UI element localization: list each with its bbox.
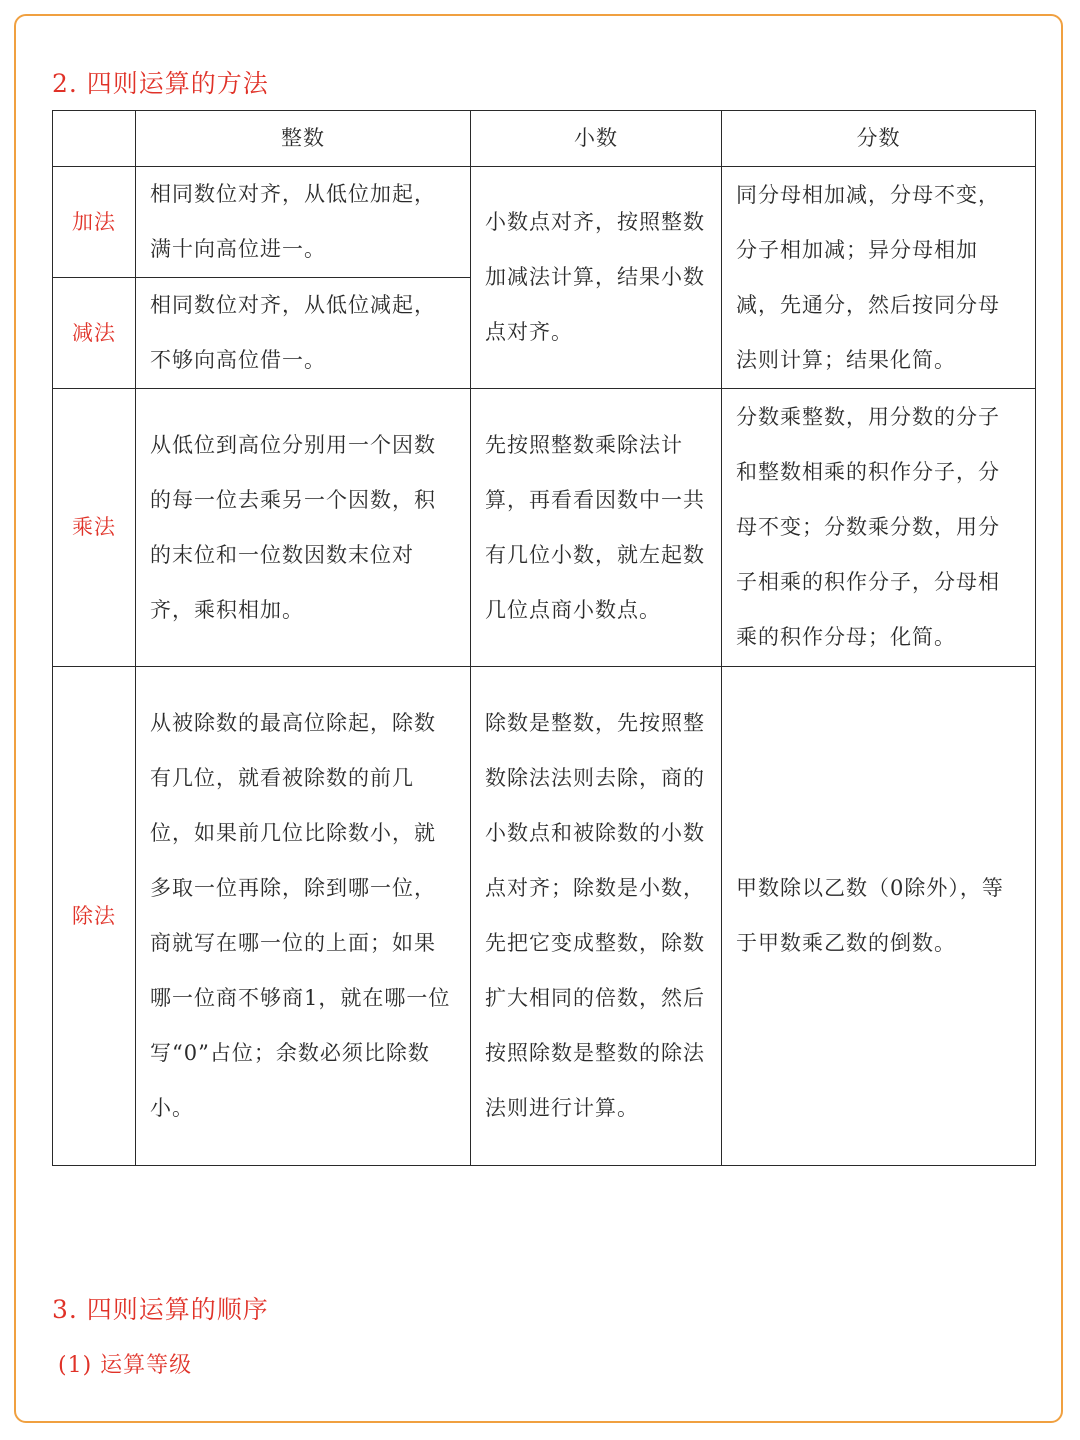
section-3-subtitle: (1) 运算等级 (58, 1353, 193, 1378)
cell-sub-integer: 相同数位对齐，从低位减起，不够向高位借一。 (136, 278, 471, 389)
op-mul: 乘法 (53, 389, 136, 667)
operations-table (52, 110, 1036, 1166)
op-add: 加法 (53, 167, 136, 278)
table-header-row (53, 111, 1036, 167)
cell-div-decimal: 除数是整数，先按照整数除法法则去除，商的小数点和被除数的小数点对齐；除数是小数，先把它变成整数，除数扩大相同的倍数，然后按照除数是整数的除法法则进行计算。 (471, 667, 722, 1166)
cell-add-integer: 相同数位对齐，从低位加起，满十向高位进一。 (136, 167, 471, 278)
table-row-div (53, 667, 1036, 1166)
cell-div-integer: 从被除数的最高位除起，除数有几位，就看被除数的前几位，如果前几位比除数小，就多取一位再除，除到哪一位，商就写在哪一位的上面；如果哪一位商不够商1，就在哪一位写“0”占位；余数必须比除数小。 (136, 667, 471, 1166)
table-row-add (53, 167, 1036, 278)
header-decimal: 小数 (471, 111, 722, 167)
cell-mul-integer: 从低位到高位分别用一个因数的每一位去乘另一个因数，积的末位和一位数因数末位对齐，乘积相加。 (136, 389, 471, 667)
op-div: 除法 (53, 667, 136, 1166)
table-row-mul (53, 389, 1036, 667)
cell-mul-decimal: 先按照整数乘除法计算，再看看因数中一共有几位小数，就左起数几位点商小数点。 (471, 389, 722, 667)
header-corner (53, 111, 136, 167)
section-2-title: 2. 四则运算的方法 (52, 69, 269, 98)
cell-div-fraction: 甲数除以乙数（0除外），等于甲数乘乙数的倒数。 (722, 667, 1036, 1166)
header-fraction: 分数 (722, 111, 1036, 167)
header-integer: 整数 (136, 111, 471, 167)
cell-mul-fraction: 分数乘整数，用分数的分子和整数相乘的积作分子，分母不变；分数乘分数，用分子相乘的积作分子，分母相乘的积作分母；化简。 (722, 389, 1036, 667)
op-sub: 减法 (53, 278, 136, 389)
cell-addsub-decimal: 小数点对齐，按照整数加减法计算，结果小数点对齐。 (471, 167, 722, 389)
section-3-title: 3. 四则运算的顺序 (52, 1295, 269, 1324)
cell-addsub-fraction: 同分母相加减，分母不变，分子相加减；异分母相加减，先通分，然后按同分母法则计算；结果化简。 (722, 167, 1036, 389)
